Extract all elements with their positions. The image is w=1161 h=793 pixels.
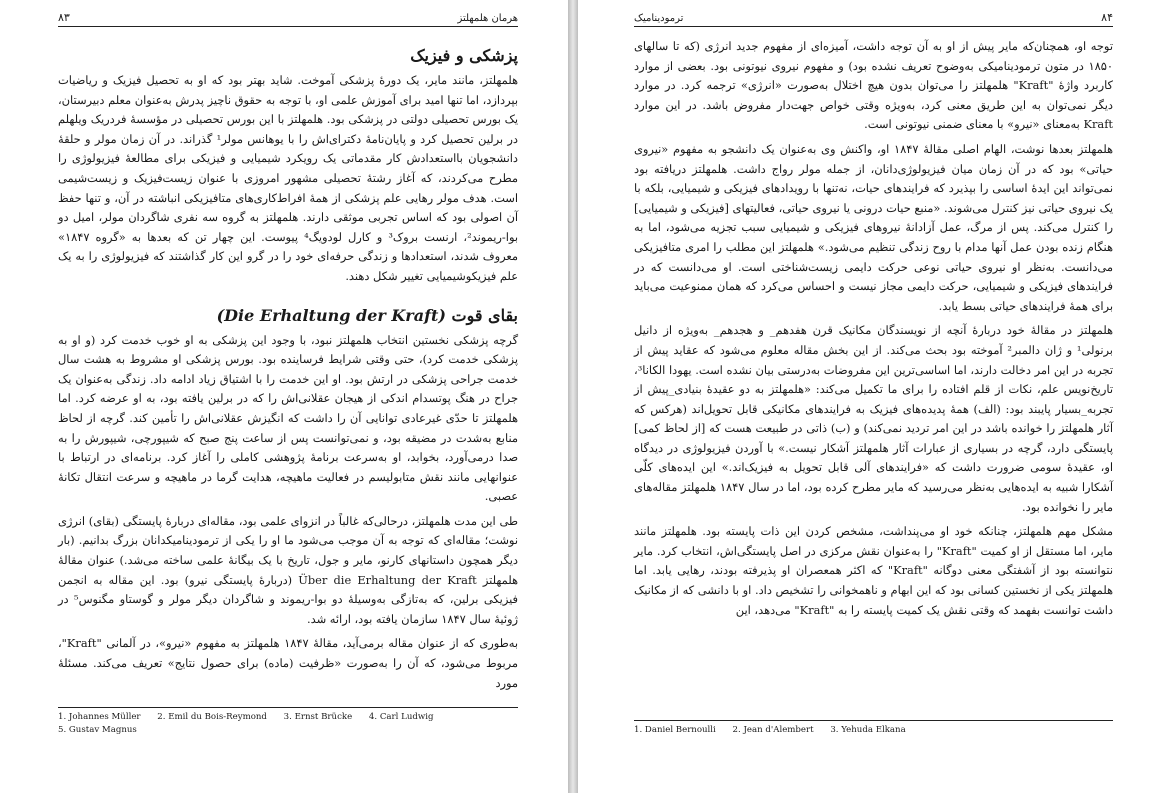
footnote: 1. Johannes Müller [58, 712, 141, 722]
paragraph: هلمهلتز بعدها نوشت، الهام اصلی مقالهٔ ۱۸۴۷ او، واکنش وی به‌عنوان یک دانشجو به مفهوم «نیروی حیاتی» بود که در آن زمان میان فیزیولوژی‌دانان، از جمله مولر رواج داشت. هلمهلتز دریافته بود نمی‌تواند این ایدهٔ اساسی را بپذیرد که فرایندهای حیات، نه‌تنها با رویدادهای فیزیکی و شیمیایی، بلکه با یک نیروی حیاتی نیز کنترل می‌شوند. «منبع حیات درونی یا نیروی حیاتی، فعالیتهای [فیزیکی و شیمیایی] را کنترل می‌کند. پس از مرگ، عمل آزادانهٔ نیروهای فیزیکی و شیمیایی سبب تجزیه می‌شود، اما به هنگام زنده بودن عمل آنها مدام با روح زندگی تنظیم می‌شود.» هلمهلتز این مطلب را امری متافیزیکی می‌دانست. به‌نظر او نیروی حیاتی نوعی حرکت دایمی زیست‌شناختی است. او می‌دانست که در فرایندهای فیزیکی و شیمیایی، حرکت دایمی مجاز نیست و احساس می‌کرد که همان ممنوعیت می‌باید برای همهٔ فرایندهای حیاتی بسط یابد. [634, 141, 1113, 313]
footnote: 5. Gustav Magnus [58, 725, 137, 735]
footnote: 3. Ernst Brücke [283, 712, 353, 722]
footnote: 2. Jean d'Alembert [732, 725, 814, 735]
page-number: ۸۳ [58, 11, 70, 24]
running-title: هرمان هلمهلتز [457, 13, 518, 24]
paragraph: هلمهلتز، مانند مایر، یک دورهٔ پزشکی آموخت. شاید بهتر بود که او به تحصیل فیزیک و ریاضیات بپردازد، اما تنها امید برای آموزش علمی او، با توجه به حقوق ناچیز پدرش به‌عنوان معلم دبیرستان، یک بورس تحصیلی دولتی در پزشکی بود. هلمهلتز با این بورس تحصیلی در مؤسسهٔ فردریک ویلهلم در برلین تحصیل کرد و پایان‌نامهٔ دکترای‌اش را با یوهانس مولر¹ گذراند. در آن زمان مولر و حلقهٔ دانشجویان بااستعدادش کار مقدماتی یک رویکرد شیمیایی و فیزیکی برای مطالعهٔ فیزیولوژی را مطرح می‌کردند، که آغاز رشتهٔ تحصیلی مشهور امروزی با عنوان زیست‌فیزیک و زیست‌شیمی است. هدف مولر رهایی علم پزشکی از همهٔ افراط‌کاری‌های متافیزیکی انباشته در آن، و تنها حفظ آن اصولی بود که اساس تجربی موثقی دارند. هلمهلتز به گروه سه نفری شاگردان مولر، امیل دو بوا-ریموند²، ارنست بروک³ و کارل لودویگ⁴ پیوست. این چهار تن که بعدها به «گروه ۱۸۴۷» معروف شدند، استعدادها و زندگی حرفه‌ای خود را در گرو این کار گذاشتند که فیزیولوژی را به یک علم فیزیکوشیمیایی تغییر شکل دهند. [58, 73, 518, 283]
page-header [58, 6, 518, 27]
book-gutter [568, 0, 578, 793]
footnote: 2. Emil du Bois-Reymond [157, 712, 267, 722]
paragraph: توجه او، همچنان‌که مایر پیش از او به آن توجه داشت، آمیزه‌ای از مفهوم جدید انرژی (که تا سالهای ۱۸۵۰ در متون ترمودینامیکی به‌وضوح تعریف نشده بود) و مفهوم نیروی نیوتونی بود. بعضی از موارد کاربرد واژهٔ "Kraft" هلمهلتز را می‌توان بدون هیچ اختلال به‌صورت «انرژی» ترجمه کرد. در موارد دیگر نمی‌توان به این طریق معنی کرد، به‌ویژه وقتی خواص جهت‌دار مفروض باشد. در این موارد Kraft به‌معنای «نیرو» با معنای ضمنی نیوتونی است. [634, 39, 1113, 132]
left-page [0, 0, 568, 793]
paragraph: هلمهلتز در مقالهٔ خود دربارهٔ آنچه از نویسندگان مکانیک قرن هفدهم_ و هجدهم_ به‌ویژه از دانیل برنولی¹ و ژان دالمبر² آموخته بود بحث می‌کند. از این بخش مقاله معلوم می‌شود که عقاید پیش از تجربه در این امر دخالت دارند، اما اساسی‌ترین این مفروضات به‌درستی بیان نشده است. یهودا الکانا³، تاریخ‌نویس علم، نکات از قلم افتاده را برای ما تکمیل می‌کند: «هلمهلتز به دو عقیدهٔ بنیادی_پیش از تجربه_بسیار پایبند بود: (الف) همهٔ پدیده‌های فیزیک به فرایندهای مکانیکی قابل تحویل‌اند (هرکس که آثار هلمهلتز را خوانده باشد در این امر تردید نمی‌کند) و (ب) ذاتی در طبیعت هست که [از لحاظ کمی] پایستگی دارد، گرچه در بسیاری از عبارات آثار هلمهلتز آشکار نیست.» با آوردن فیزیولوژی در دیدگاه او، عقیدهٔ سومی ضرورت داشت که «فرایندهای آلی قابل تحویل به فیزیک‌اند.» این ایده‌های کلّی آشکارا شبیه به ایده‌هایی به‌نظر می‌رسید که مایر مطرح کرده بود، اما در سال ۱۸۴۷ هلمهلتز مقاله‌های مایر را نخوانده بود. [634, 323, 1113, 514]
paragraph: گرچه پزشکی نخستین انتخاب هلمهلتز نبود، با وجود این پزشکی به او خوب خدمت کرد (و او به پزشکی خدمت کرد)، حتی وقتی شرایط فرساینده بود. بورس پزشکی او مشروط به هشت سال خدمت جراحی پزشکی در ارتش بود. او این خدمت را با اشتیاق زیاد ادامه داد. زندگی به‌عنوان یک جراح در هنگ پوتسدام اندکی از هیجان عقلانی‌اش را که در برلین یافته بود، به او عرضه کرد. اما هلمهلتز تا حدّی غیرعادی توانایی آن را داشت که انگیزش عقلانی‌اش را تأمین کند. گرچه از لحاظ منابع به‌شدت در مضیقه بود، و نمی‌توانست پس از ساعت پنج صبح که شیپورچی، شیپورش را به صدا درمی‌آورد، بخوابد، او به‌سرعت برنامهٔ پژوهشی کاملی را آغاز کرد. برنامه‌ای در ارتباط با عنوانهایی مانند نقش متابولیسم در فعالیت ماهیچه، هدایت گرما در ماهیچه و سرعت انتقال تکانهٔ عصبی. [58, 332, 518, 504]
section-title-persian: بقای قوت [451, 305, 518, 325]
section-title-latin: (Die Erhaltung der Kraft) [216, 305, 446, 325]
page-body [58, 45, 518, 693]
page-number: ۸۴ [1101, 11, 1113, 24]
footnote: 4. Carl Ludwig [368, 712, 434, 722]
page-body [634, 37, 1113, 620]
running-title: ترمودینامیک [634, 13, 684, 24]
paragraph: به‌طوری که از عنوان مقاله برمی‌آید، مقالهٔ ۱۸۴۷ هلمهلتز به مفهوم «نیرو»، در آلمانی "Kraft"، مربوط می‌شود، که آن را به‌صورت «ظرفیت (ماده) برای حصول نتایج» تعریف می‌کند. مسئلهٔ مورد [58, 636, 518, 690]
footnote: 1. Daniel Bernoulli [634, 725, 716, 735]
paragraph: طی این مدت هلمهلتز، درحالی‌که غالباً در انزوای علمی بود، مقاله‌ای دربارهٔ پایستگی (بقای) انرژی نوشت؛ مقاله‌ای که توجه به آن موجب می‌شود ما او را یکی از ترمودینامیکدانان بزرگ بدانیم. (بار دیگر همچون داستانهای کارنو، مایر و جول، تاریخ با یک بیگانهٔ علمی ساخته می‌شد.) عنوان مقالهٔ هلمهلتز Über die Erhaltung der Kraft (دربارهٔ پایستگی نیرو) بود. این مقاله به انجمن فیزیکی برلین، که به‌تازگی به‌وسیلهٔ دو بوا-ریموند و شاگردان دیگر مولر و گوستاو مگنوس⁵ در ژوئیهٔ سال ۱۸۴۷ سازمان یافته بود، ارائه شد. [58, 513, 518, 626]
section-title: پزشکی و فیزیک [410, 46, 518, 65]
footnotes [634, 720, 1113, 737]
page-header [634, 6, 1113, 27]
paragraph: مشکل مهم هلمهلتز، چنانکه خود او می‌پنداشت، مشخص کردن این ذات پایسته بود. هلمهلتز مانند مایر، اما مستقل از او کمیت "Kraft" را به‌عنوان نقش مرکزی در اصل پایستگی‌اش، انتخاب کرد. مایر نتوانسته بود از آشفتگی معنی دوگانه "Kraft" که اکثر همعصران او پذیرفته بودند، رهایی یابد. اما هلمهلتز یکی از نخستین کسانی بود که این ابهام و ناهمخوانی را تشخیص داد. او با دانشی که از مکانیک داشت توانست بفهمد که وقتی نقش یک کمیت پایسته را به "Kraft" می‌دهد، این [634, 524, 1113, 617]
footnotes [58, 707, 518, 737]
section-title [58, 305, 518, 327]
footnote: 3. Yehuda Elkana [830, 725, 906, 735]
right-page [578, 0, 1161, 793]
